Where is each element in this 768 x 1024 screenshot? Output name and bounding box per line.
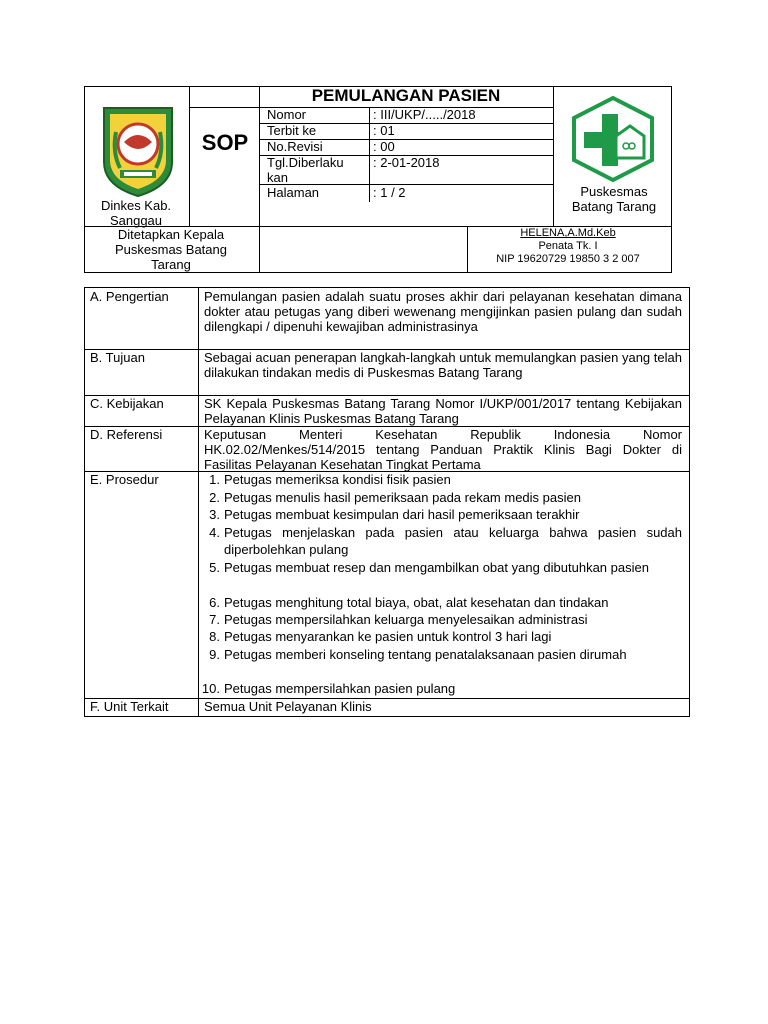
step-number-3: 3. — [209, 507, 220, 522]
meta-label-halaman: Halaman — [267, 185, 320, 200]
step-number-8: 8. — [209, 629, 220, 644]
right-org-name: Puskesmas Batang Tarang — [571, 184, 657, 214]
document-title: PEMULANGAN PASIEN — [311, 86, 501, 105]
section-text-pengertian: Pemulangan pasien adalah suatu proses akhir dari pelayanan kesehatan dimana dokter atau petugas yang diberi wewenang mengijinkan pasien pulang dan sudah dilengkapi / dipenuhi kewajiban administrasinya — [204, 289, 682, 334]
section-text-kebijakan: SK Kepala Puskesmas Batang Tarang Nomor I/UKP/001/2017 tentang Kebijakan Pelayanan Klinis Puskesmas Batang Tarang — [204, 396, 682, 426]
established-by: Ditetapkan Kepala Puskesmas Batang Tarang — [114, 227, 227, 272]
step-number-7: 7. — [209, 612, 220, 627]
step-text-8: Petugas menyarankan ke pasien untuk kontrol 3 hari lagi — [224, 629, 552, 644]
signatory-nip: NIP 19620729 19850 3 2 007 — [496, 253, 640, 265]
puskesmas-logo — [568, 96, 658, 182]
section-label-pengertian: A. Pengertian — [90, 289, 169, 304]
step-text-3: Petugas membuat kesimpulan dari hasil pemeriksaan terakhir — [224, 507, 580, 522]
step-text-7: Petugas mempersilahkan keluarga menyelesaikan administrasi — [224, 612, 588, 627]
left-org-name: Dinkes Kab. Sanggau — [100, 198, 172, 228]
step-number-6: 6. — [209, 595, 220, 610]
step-text-6: Petugas menghitung total biaya, obat, alat kesehatan dan tindakan — [224, 595, 609, 610]
step-number-5: 5. — [209, 560, 220, 575]
meta-label-tgl: Tgl.Diberlaku kan — [267, 155, 344, 185]
step-text-4: Petugas menjelaskan pada pasien atau keluarga bahwa pasien sudah diperbolehkan pulang — [224, 525, 682, 557]
signatory — [468, 227, 668, 266]
section-text-referensi: Keputusan Menteri Kesehatan Republik Indonesia Nomor HK.02.02/Menkes/514/2015 tentang Panduan Praktik Klinis Bagi Dokter di Fasilitas Pelayanan Kesehatan Tingkat Pertama — [204, 427, 682, 472]
signatory-name: HELENA,A.Md.Keb — [520, 227, 616, 239]
meta-value-revisi: : 00 — [373, 139, 395, 154]
step-text-9: Petugas memberi konseling tentang penatalaksanaan pasien dirumah — [224, 647, 627, 662]
meta-value-terbit: : 01 — [373, 123, 395, 138]
step-text-10: Petugas mempersilahkan pasien pulang — [224, 681, 456, 696]
meta-value-tgl: : 2-01-2018 — [373, 155, 440, 170]
section-label-kebijakan: C. Kebijakan — [90, 396, 164, 411]
meta-value-halaman: : 1 / 2 — [373, 185, 406, 200]
step-number-2: 2. — [209, 490, 220, 505]
meta-label-nomor: Nomor — [267, 107, 307, 122]
step-text-2: Petugas menulis hasil pemeriksaan pada rekam medis pasien — [224, 490, 581, 505]
meta-label-terbit: Terbit ke — [267, 123, 317, 138]
meta-value-nomor: : III/UKP/...../2018 — [373, 107, 476, 122]
step-number-10: 10. — [201, 681, 220, 696]
kabupaten-logo — [98, 102, 178, 198]
meta-label-revisi: No.Revisi — [267, 139, 323, 154]
signatory-rank: Penata Tk. I — [538, 240, 598, 252]
step-text-5: Petugas membuat resep dan mengambilkan obat yang dibutuhkan pasien — [224, 560, 649, 575]
section-label-tujuan: B. Tujuan — [90, 350, 145, 365]
step-text-1: Petugas memeriksa kondisi fisik pasien — [224, 472, 451, 487]
step-number-9: 9. — [209, 647, 220, 662]
section-label-unit-terkait: F. Unit Terkait — [90, 699, 169, 714]
sop-label: SOP — [201, 130, 249, 155]
step-number-4: 4. — [209, 525, 220, 540]
step-number-1: 1. — [209, 472, 220, 487]
section-label-referensi: D. Referensi — [90, 427, 163, 442]
section-label-prosedur: E. Prosedur — [90, 472, 159, 487]
section-text-tujuan: Sebagai acuan penerapan langkah-langkah untuk memulangkan pasien yang telah dilakukan tindakan medis di Puskesmas Batang Tarang — [204, 350, 682, 380]
section-text-unit-terkait: Semua Unit Pelayanan Klinis — [204, 699, 372, 714]
